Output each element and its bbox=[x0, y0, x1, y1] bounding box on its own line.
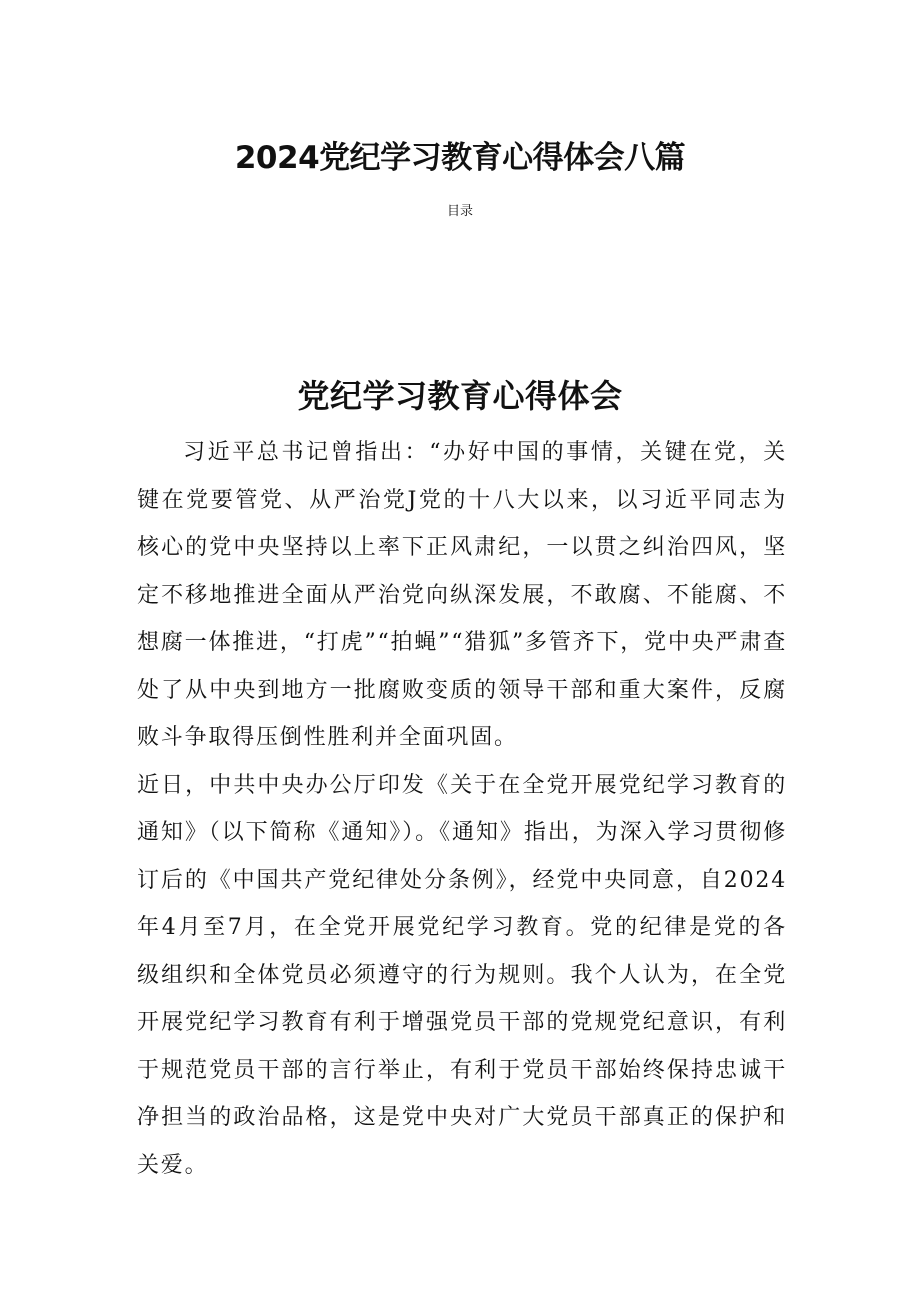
section-title: 党纪学习教育心得体会 bbox=[297, 377, 623, 415]
body-paragraph: 近日，中共中央办公厅印发《关于在全党开展党纪学习教育的通知》（以下简称《通知》）。《通知》指出，为深入学习贯彻修订后的《中国共产党纪律处分条例》，经党中央同意，自2024年4月至7月，在全党开展党纪学习教育。党的纪律是党的各级组织和全体党员必须遵守的行为规则。我个人认为，在全党开展党纪学习教育有利于增强党员干部的党规党纪意识，有利于规范党员干部的言行举止，有利于党员干部始终保持忠诚干净担当的政治品格，这是党中央对广大党员干部真正的保护和关爱。 bbox=[137, 772, 787, 1178]
body-paragraph: 习近平总书记曾指出：“办好中国的事情，关键在党，关键在党要管党、从严治党J党的十八大以来，以习近平同志为核心的党中央坚持以上率下正风肃纪，一以贯之纠治四风，坚定不移地推进全面从严治党向纵深发展，不敢腐、不能腐、不想腐一体推进，“打虎”“拍蝇”“猎狐”多管齐下，党中央严肃查处了从中央到地方一批腐败变质的领导干部和重大案件，反腐败斗争取得压倒性胜利并全面巩固。 bbox=[137, 440, 787, 750]
document-title: 2024党纪学习教育心得体会八篇 bbox=[234, 140, 686, 176]
table-of-contents-label: 目录 bbox=[446, 204, 473, 219]
section-body bbox=[137, 429, 787, 1189]
